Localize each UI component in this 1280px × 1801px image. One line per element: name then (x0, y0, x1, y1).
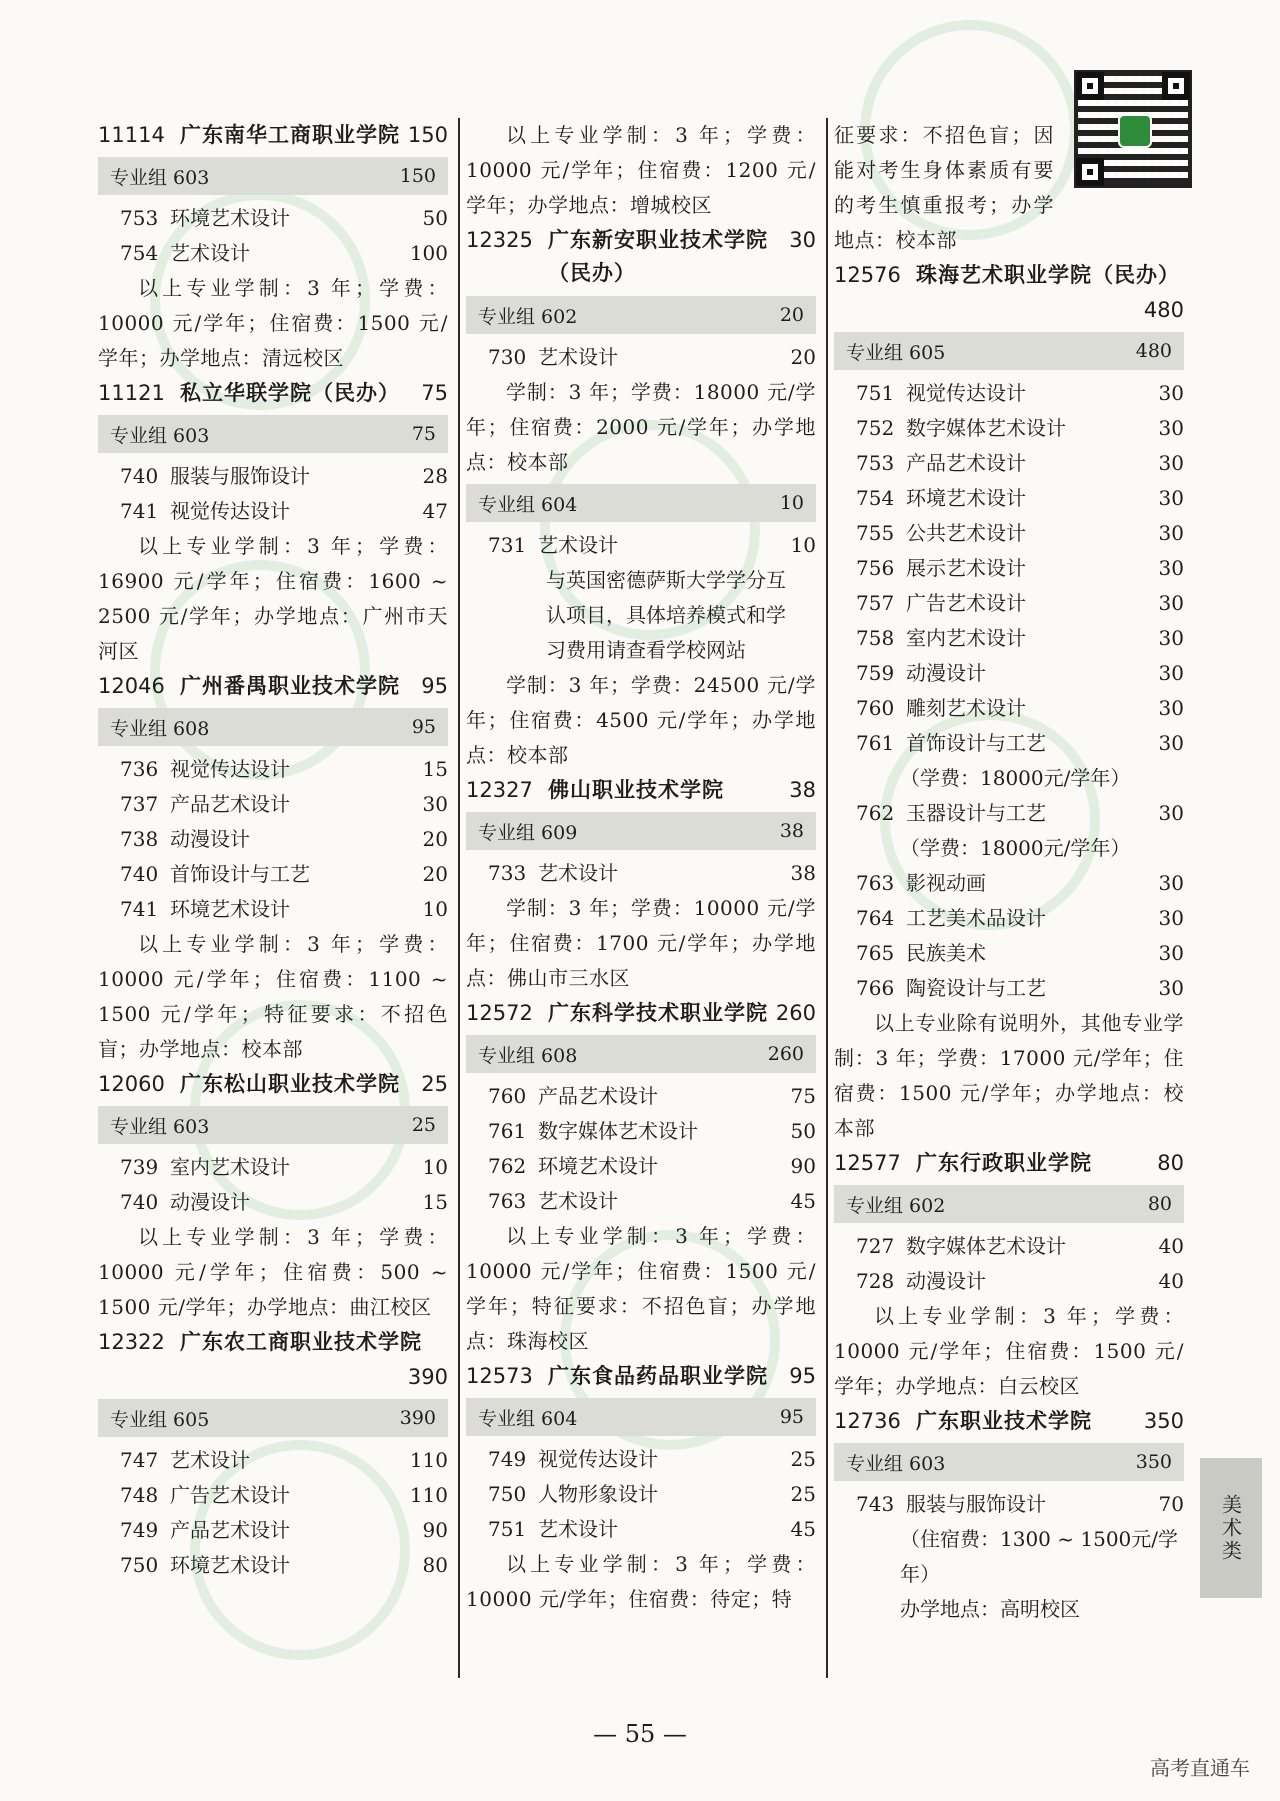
page-number: — 55 — (593, 1720, 687, 1748)
major-code: 750 (488, 1482, 527, 1506)
program-note: 以上专业学制：3 年；学费：10000 元/学年；住宿费：待定；特 (466, 1552, 816, 1611)
major-row (98, 892, 448, 927)
school-quota: 95 (421, 674, 448, 698)
program-note: 征要求：不招色盲；因能对考生身体素质有要的考生慎重报考；办学地点：校本部 (834, 123, 1054, 252)
major-row (834, 1264, 1184, 1299)
school-name: 佛山职业技术学院 (548, 778, 724, 802)
major-row (834, 936, 1184, 971)
major-name: 产品艺术设计 (170, 1518, 290, 1542)
major-quota: 25 (790, 1482, 816, 1506)
major-row (98, 1478, 448, 1513)
school-header (834, 1146, 1184, 1181)
program-note: 以上专业学制：3 年；学费：16900 元/学年；住宿费：1600 ~ 2500 元/学年；办学地点：广州市天河区 (98, 534, 448, 663)
school-code: 12046 (98, 674, 165, 698)
major-group-bar (834, 1443, 1184, 1481)
major-row (834, 481, 1184, 516)
major-quota: 15 (422, 1190, 448, 1214)
major-quota: 90 (790, 1154, 816, 1178)
major-name: 环境艺术设计 (170, 897, 290, 921)
program-note: 以上专业学制：3 年；学费：10000 元/学年；住宿费：1200 元/学年；办学地点：增城校区 (466, 123, 816, 217)
major-row (466, 1442, 816, 1477)
school-name: 广州番禺职业技术学院 (180, 674, 400, 698)
major-code: 741 (120, 499, 159, 523)
major-row (834, 376, 1184, 411)
school-header (834, 1404, 1184, 1439)
school-header (466, 996, 816, 1031)
major-row (98, 822, 448, 857)
major-quota: 30 (1158, 661, 1184, 685)
major-remark: 认项目，具体培养模式和学 (546, 603, 786, 627)
program-note: 学制：3 年；学费：18000 元/学年；住宿费：2000 元/学年；办学地点：校本部 (466, 380, 816, 474)
major-quota: 30 (1158, 696, 1184, 720)
major-code: 760 (856, 696, 895, 720)
major-name: 艺术设计 (170, 241, 250, 265)
major-quota: 110 (409, 1448, 448, 1472)
major-group-bar (98, 708, 448, 746)
major-quota: 30 (422, 792, 448, 816)
group-label: 专业组 604 (478, 493, 578, 516)
major-name: 数字媒体艺术设计 (538, 1119, 698, 1143)
program-note: 以上专业学制：3 年；学费：10000 元/学年；住宿费：1500 元/学年；办学地点：清远校区 (98, 276, 448, 370)
school-name: 广东行政职业学院 (916, 1151, 1092, 1175)
major-remark: 办学地点：高明校区 (900, 1597, 1080, 1621)
major-name: 产品艺术设计 (906, 451, 1026, 475)
major-quota: 30 (1158, 556, 1184, 580)
major-code: 727 (856, 1234, 895, 1258)
group-count: 75 (411, 423, 436, 445)
major-group-bar (834, 1185, 1184, 1223)
major-code: 754 (856, 486, 895, 510)
major-name: 动漫设计 (906, 1269, 986, 1293)
major-code: 728 (856, 1269, 895, 1293)
major-quota: 30 (1158, 906, 1184, 930)
major-row (834, 901, 1184, 936)
section-tab (1200, 1458, 1262, 1598)
program-note: 以上专业除有说明外，其他专业学制：3 年；学费：17000 元/学年；住宿费：1500 元/学年；办学地点：校本部 (834, 1011, 1184, 1140)
group-label: 专业组 603 (846, 1452, 946, 1475)
major-name: 视觉传达设计 (906, 381, 1026, 405)
major-name: 室内艺术设计 (906, 626, 1026, 650)
major-code: 760 (488, 1084, 527, 1108)
major-name: 数字媒体艺术设计 (906, 1234, 1066, 1258)
school-code: 11121 (98, 381, 165, 405)
major-code: 733 (488, 861, 527, 885)
major-code: 749 (120, 1518, 159, 1542)
major-code: 754 (120, 241, 159, 265)
school-name: 珠海艺术职业学院（民办） (916, 263, 1180, 287)
major-quota: 75 (790, 1084, 816, 1108)
major-code: 764 (856, 906, 895, 930)
major-row (466, 340, 816, 375)
major-row (834, 866, 1184, 901)
group-count: 20 (779, 304, 804, 326)
school-quota: 260 (775, 1001, 816, 1025)
major-name: 动漫设计 (906, 661, 986, 685)
major-quota: 30 (1158, 521, 1184, 545)
school-header (98, 118, 448, 153)
major-quota: 80 (422, 1553, 448, 1577)
major-quota: 30 (1158, 976, 1184, 1000)
major-row (98, 1548, 448, 1583)
major-row (466, 1512, 816, 1547)
program-note: 以上专业学制：3 年；学费：10000 元/学年；住宿费：500 ~ 1500 元/学年；办学地点：曲江校区 (98, 1225, 448, 1319)
major-name: 公共艺术设计 (906, 521, 1026, 545)
school-quota: 95 (789, 1364, 816, 1388)
major-name: 视觉传达设计 (170, 499, 290, 523)
major-quota: 110 (409, 1483, 448, 1507)
major-code: 762 (488, 1154, 527, 1178)
program-note: 以上专业学制：3 年；学费：10000 元/学年；住宿费：1500 元/学年；特征要求：不招色盲；办学地点：珠海校区 (466, 1224, 816, 1353)
major-name: 服装与服饰设计 (170, 464, 310, 488)
major-code: 737 (120, 792, 159, 816)
major-quota: 40 (1158, 1269, 1184, 1293)
major-name: 陶瓷设计与工艺 (906, 976, 1046, 1000)
major-group-bar (98, 1399, 448, 1437)
major-group-bar (466, 484, 816, 522)
major-code: 751 (856, 381, 895, 405)
major-quota: 50 (422, 206, 448, 230)
school-name: 私立华联学院（民办） (180, 381, 400, 405)
major-row (466, 528, 816, 563)
major-quota: 10 (422, 1155, 448, 1179)
major-quota: 30 (1158, 731, 1184, 755)
major-quota: 30 (1158, 871, 1184, 895)
major-code: 750 (120, 1553, 159, 1577)
major-code: 766 (856, 976, 895, 1000)
major-code: 755 (856, 521, 895, 545)
major-quota: 30 (1158, 591, 1184, 615)
group-count: 350 (1135, 1451, 1172, 1473)
major-row (466, 1149, 816, 1184)
major-quota: 30 (1158, 941, 1184, 965)
school-name: 广东科学技术职业学院 (548, 1001, 768, 1025)
major-row (834, 446, 1184, 481)
school-code: 12325 (466, 228, 533, 252)
major-quota: 20 (422, 827, 448, 851)
school-code: 12327 (466, 778, 533, 802)
major-code: 747 (120, 1448, 159, 1472)
school-quota: 80 (1157, 1151, 1184, 1175)
major-row (834, 691, 1184, 726)
major-row (466, 1184, 816, 1219)
major-name: 艺术设计 (538, 1189, 618, 1213)
major-group-bar (466, 296, 816, 334)
major-code: 736 (120, 757, 159, 781)
major-quota: 20 (422, 862, 448, 886)
school-name: 广东南华工商职业学院 (180, 123, 400, 147)
major-name: 动漫设计 (170, 827, 250, 851)
school-name: 广东农工商职业技术学院 (180, 1330, 422, 1354)
school-quota: 480 (1143, 298, 1184, 322)
column-3 (834, 118, 1184, 1627)
major-code: 739 (120, 1155, 159, 1179)
school-code: 11114 (98, 123, 165, 147)
major-row (834, 656, 1184, 691)
group-label: 专业组 608 (110, 717, 210, 740)
school-code: 12576 (834, 263, 901, 287)
major-code: 740 (120, 1190, 159, 1214)
major-row (834, 1229, 1184, 1264)
major-row (466, 1477, 816, 1512)
major-group-bar (466, 1035, 816, 1073)
major-code: 749 (488, 1447, 527, 1471)
major-name: 展示艺术设计 (906, 556, 1026, 580)
program-note: 以上专业学制：3 年；学费：10000 元/学年；住宿费：1100 ~ 1500 元/学年；特征要求：不招色盲；办学地点：校本部 (98, 932, 448, 1061)
major-code: 757 (856, 591, 895, 615)
major-quota: 50 (790, 1119, 816, 1143)
major-group-bar (98, 157, 448, 195)
major-name: 室内艺术设计 (170, 1155, 290, 1179)
major-quota: 90 (422, 1518, 448, 1542)
major-quota: 100 (409, 241, 448, 265)
major-row (834, 726, 1184, 761)
major-code: 765 (856, 941, 895, 965)
major-row (834, 411, 1184, 446)
major-code: 761 (856, 731, 895, 755)
major-name: 产品艺术设计 (170, 792, 290, 816)
group-count: 150 (399, 165, 436, 187)
major-name: 广告艺术设计 (170, 1483, 290, 1507)
major-name: 人物形象设计 (538, 1482, 658, 1506)
column-divider (458, 118, 460, 1678)
school-name: 广东食品药品职业学院 (548, 1364, 768, 1388)
column-1 (98, 118, 448, 1583)
group-count: 80 (1147, 1193, 1172, 1215)
major-group-bar (466, 812, 816, 850)
program-note: 以上专业学制：3 年；学费：10000 元/学年；住宿费：1500 元/学年；办学地点：白云校区 (834, 1304, 1184, 1398)
major-row (98, 1443, 448, 1478)
school-name: 广东新安职业技术学院（民办） (548, 228, 768, 285)
column-divider (826, 118, 828, 1678)
major-name: 工艺美术品设计 (906, 906, 1046, 930)
major-name: 环境艺术设计 (538, 1154, 658, 1178)
school-code: 12736 (834, 1409, 901, 1433)
major-remark: 习费用请查看学校网站 (546, 638, 746, 662)
major-code: 743 (856, 1492, 895, 1516)
major-group-bar (834, 332, 1184, 370)
major-quota: 30 (1158, 801, 1184, 825)
major-row (466, 856, 816, 891)
school-header (98, 1067, 448, 1102)
group-label: 专业组 603 (110, 166, 210, 189)
major-name: 动漫设计 (170, 1190, 250, 1214)
major-quota: 10 (422, 897, 448, 921)
major-row (98, 1185, 448, 1220)
major-quota: 47 (422, 499, 448, 523)
major-quota: 10 (790, 533, 816, 557)
major-quota: 25 (790, 1447, 816, 1471)
major-code: 731 (488, 533, 527, 557)
major-name: 产品艺术设计 (538, 1084, 658, 1108)
school-header (834, 258, 1184, 293)
group-label: 专业组 605 (846, 341, 946, 364)
major-group-bar (98, 1106, 448, 1144)
major-name: 艺术设计 (538, 1517, 618, 1541)
school-quota: 25 (421, 1072, 448, 1096)
major-row (834, 1487, 1184, 1522)
major-name: 艺术设计 (538, 345, 618, 369)
program-note: 学制：3 年；学费：24500 元/学年；住宿费：4500 元/学年；办学地点：校本部 (466, 673, 816, 767)
major-name: 环境艺术设计 (170, 1553, 290, 1577)
major-quota: 45 (790, 1189, 816, 1213)
major-code: 738 (120, 827, 159, 851)
major-quota: 28 (422, 464, 448, 488)
major-row (834, 796, 1184, 831)
major-name: 服装与服饰设计 (906, 1492, 1046, 1516)
group-label: 专业组 608 (478, 1044, 578, 1067)
major-code: 740 (120, 464, 159, 488)
school-header (466, 773, 816, 808)
major-name: 雕刻艺术设计 (906, 696, 1026, 720)
major-quota: 38 (790, 861, 816, 885)
major-code: 762 (856, 801, 895, 825)
major-row (466, 1114, 816, 1149)
major-row (98, 857, 448, 892)
major-row (98, 459, 448, 494)
major-quota: 30 (1158, 626, 1184, 650)
major-quota: 45 (790, 1517, 816, 1541)
major-code: 758 (856, 626, 895, 650)
column-2 (466, 118, 816, 1617)
major-name: 视觉传达设计 (538, 1447, 658, 1471)
group-count: 95 (779, 1406, 804, 1428)
major-quota: 70 (1158, 1492, 1184, 1516)
major-group-bar (98, 415, 448, 453)
major-row (98, 201, 448, 236)
major-name: 民族美术 (906, 941, 986, 965)
major-remark: （学费：18000元/学年） (900, 836, 1131, 860)
major-name: 首饰设计与工艺 (906, 731, 1046, 755)
school-header (98, 376, 448, 411)
major-quota: 30 (1158, 381, 1184, 405)
major-row (834, 621, 1184, 656)
group-count: 260 (767, 1043, 804, 1065)
school-code: 12060 (98, 1072, 165, 1096)
major-quota: 15 (422, 757, 448, 781)
group-label: 专业组 602 (478, 305, 578, 328)
school-quota: 30 (789, 228, 816, 252)
group-count: 480 (1135, 340, 1172, 362)
group-label: 专业组 609 (478, 821, 578, 844)
major-row (98, 236, 448, 271)
group-label: 专业组 603 (110, 1115, 210, 1138)
major-remark: （住宿费：1300 ~ 1500元/学 (900, 1527, 1179, 1551)
major-name: 玉器设计与工艺 (906, 801, 1046, 825)
major-quota: 30 (1158, 451, 1184, 475)
major-name: 影视动画 (906, 871, 986, 895)
major-code: 751 (488, 1517, 527, 1541)
major-quota: 20 (790, 345, 816, 369)
school-quota: 350 (1143, 1409, 1184, 1433)
major-name: 视觉传达设计 (170, 757, 290, 781)
major-row (834, 551, 1184, 586)
major-row (834, 971, 1184, 1006)
major-name: 广告艺术设计 (906, 591, 1026, 615)
major-quota: 30 (1158, 416, 1184, 440)
school-code: 12577 (834, 1151, 901, 1175)
major-code: 740 (120, 862, 159, 886)
major-name: 艺术设计 (538, 861, 618, 885)
major-row (834, 586, 1184, 621)
school-header (466, 1359, 816, 1394)
school-quota: 38 (789, 778, 816, 802)
major-name: 艺术设计 (538, 533, 618, 557)
school-quota: 75 (421, 381, 448, 405)
major-code: 753 (856, 451, 895, 475)
school-quota: 150 (407, 123, 448, 147)
group-label: 专业组 603 (110, 424, 210, 447)
major-code: 756 (856, 556, 895, 580)
section-tab-label: 美术类 (1218, 1493, 1243, 1563)
major-name: 数字媒体艺术设计 (906, 416, 1066, 440)
major-name: 环境艺术设计 (170, 206, 290, 230)
major-row (834, 516, 1184, 551)
major-name: 艺术设计 (170, 1448, 250, 1472)
school-code: 12572 (466, 1001, 533, 1025)
source-credit: 高考直通车 (1150, 1756, 1250, 1780)
major-row (466, 1079, 816, 1114)
major-code: 748 (120, 1483, 159, 1507)
group-count: 38 (779, 820, 804, 842)
major-group-bar (466, 1398, 816, 1436)
school-code: 12322 (98, 1330, 165, 1354)
school-header (98, 1325, 448, 1360)
school-header (466, 223, 816, 285)
major-code: 730 (488, 345, 527, 369)
major-code: 741 (120, 897, 159, 921)
major-quota: 30 (1158, 486, 1184, 510)
major-row (98, 752, 448, 787)
major-name: 首饰设计与工艺 (170, 862, 310, 886)
major-code: 759 (856, 661, 895, 685)
major-remark: 年） (900, 1562, 940, 1586)
group-label: 专业组 604 (478, 1407, 578, 1430)
major-code: 761 (488, 1119, 527, 1143)
group-count: 390 (399, 1407, 436, 1429)
major-remark: （学费：18000元/学年） (900, 766, 1131, 790)
major-code: 763 (856, 871, 895, 895)
major-row (98, 1150, 448, 1185)
major-code: 752 (856, 416, 895, 440)
major-row (98, 787, 448, 822)
program-note: 学制：3 年；学费：10000 元/学年；住宿费：1700 元/学年；办学地点：佛山市三水区 (466, 896, 816, 990)
school-header (98, 669, 448, 704)
school-name: 广东职业技术学院 (916, 1409, 1092, 1433)
group-count: 25 (411, 1114, 436, 1136)
major-name: 环境艺术设计 (906, 486, 1026, 510)
major-code: 763 (488, 1189, 527, 1213)
group-label: 专业组 605 (110, 1408, 210, 1431)
school-code: 12573 (466, 1364, 533, 1388)
major-row (98, 494, 448, 529)
major-remark: 与英国密德萨斯大学学分互 (546, 568, 786, 592)
major-quota: 40 (1158, 1234, 1184, 1258)
school-quota: 390 (407, 1365, 448, 1389)
group-label: 专业组 602 (846, 1194, 946, 1217)
major-row (98, 1513, 448, 1548)
group-count: 10 (779, 492, 804, 514)
major-code: 753 (120, 206, 159, 230)
school-name: 广东松山职业技术学院 (180, 1072, 400, 1096)
group-count: 95 (411, 716, 436, 738)
